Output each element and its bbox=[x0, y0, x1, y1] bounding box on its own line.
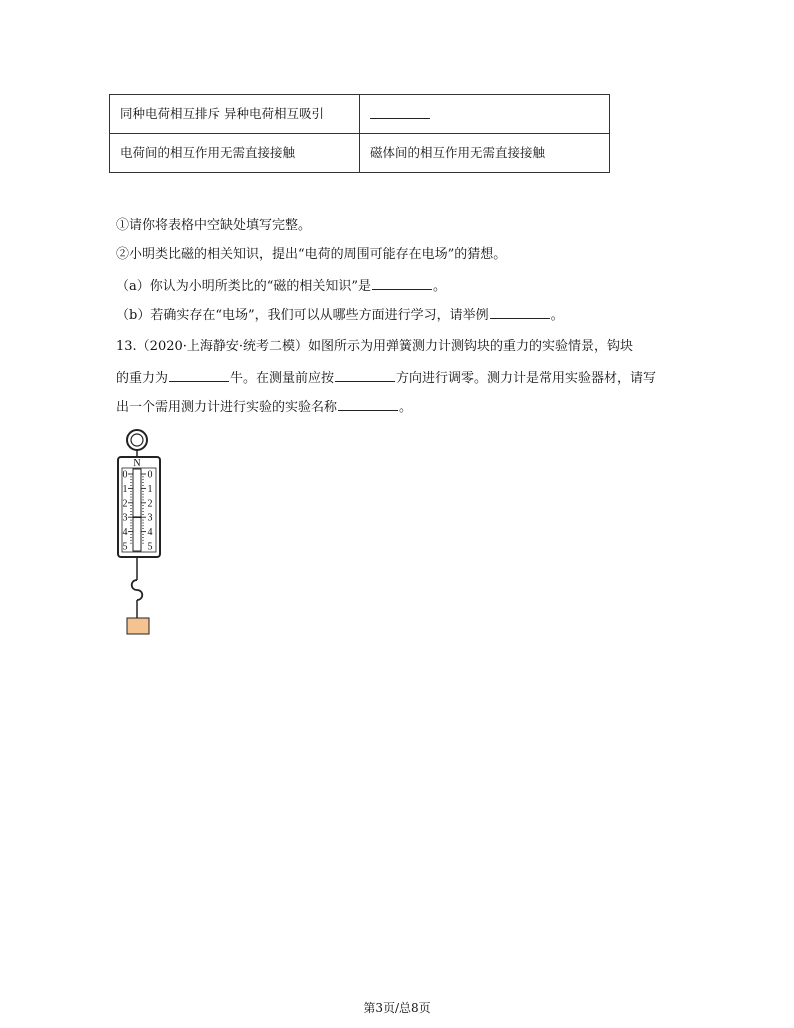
q13-text: 。 bbox=[399, 400, 413, 415]
instruction-item-b bbox=[116, 306, 564, 324]
table-cell: 电荷间的相互作用无需直接接触 bbox=[110, 134, 360, 173]
answer-blank[interactable] bbox=[490, 306, 550, 319]
table-cell: 磁体间的相互作用无需直接接触 bbox=[360, 134, 610, 173]
scale-tick-label: 1 bbox=[122, 483, 128, 495]
item-b-text: （b）若确实存在“电场”，我们可以从哪些方面进行学习，请举例 bbox=[116, 308, 489, 323]
table-cell-blank[interactable] bbox=[360, 95, 610, 134]
scale-tick-label: 3 bbox=[122, 512, 128, 524]
q13-text: 方向进行调零。测力计是常用实验器材，请写 bbox=[396, 371, 657, 386]
scale-tick-label: 1 bbox=[147, 483, 153, 495]
scale-tick-label: 0 bbox=[122, 469, 128, 481]
scale-top-ring-inner bbox=[131, 434, 143, 446]
answer-blank[interactable] bbox=[169, 369, 229, 382]
comparison-table bbox=[109, 94, 610, 173]
instruction-item-a bbox=[116, 277, 446, 295]
page-footer: 第3页/总8页 bbox=[363, 1001, 431, 1015]
scale-top-ring bbox=[127, 430, 147, 450]
scale-tick-label: 3 bbox=[147, 512, 153, 524]
scale-tick-label: 2 bbox=[122, 498, 128, 510]
scale-hook bbox=[132, 580, 143, 600]
scale-tick-label: 5 bbox=[122, 541, 128, 553]
instruction-item-2: ②小明类比磁的相关知识，提出“电荷的周围可能存在电场”的猜想。 bbox=[116, 247, 507, 262]
instruction-item-1: ①请你将表格中空缺处填写完整。 bbox=[116, 218, 312, 233]
item-a-text: （a）你认为小明所类比的“磁的相关知识”是 bbox=[116, 279, 372, 294]
table-row bbox=[110, 95, 610, 134]
scale-tick-label: 4 bbox=[147, 527, 153, 539]
q13-text: 的重力为 bbox=[116, 371, 169, 386]
item-b-end: 。 bbox=[550, 308, 564, 323]
scale-slot bbox=[133, 469, 141, 551]
scale-tick-label: 0 bbox=[147, 469, 153, 481]
question-13-line-2 bbox=[116, 369, 656, 387]
spring-scale-figure bbox=[100, 420, 180, 640]
q13-text: 出一个需用测力计进行实验的实验名称 bbox=[116, 400, 338, 415]
question-13-line-3 bbox=[116, 398, 412, 416]
answer-blank[interactable] bbox=[338, 398, 398, 411]
question-13-line-1: 13.（2020·上海静安·统考二模）如图所示为用弹簧测力计测钩块的重力的实验情景，钩块 bbox=[116, 339, 634, 354]
scale-unit-label: N bbox=[133, 458, 141, 469]
scale-tick-label: 4 bbox=[122, 527, 128, 539]
answer-blank[interactable] bbox=[372, 277, 432, 290]
scale-tick-label: 5 bbox=[147, 541, 153, 553]
scale-tick-label: 2 bbox=[147, 498, 153, 510]
q13-text: 牛。在测量前应按 bbox=[230, 371, 335, 386]
weight-block bbox=[127, 618, 149, 634]
table-cell: 同种电荷相互排斥 异种电荷相互吸引 bbox=[110, 95, 360, 134]
table-row bbox=[110, 134, 610, 173]
answer-blank[interactable] bbox=[335, 369, 395, 382]
item-a-end: 。 bbox=[433, 279, 447, 294]
answer-blank[interactable] bbox=[370, 106, 430, 119]
